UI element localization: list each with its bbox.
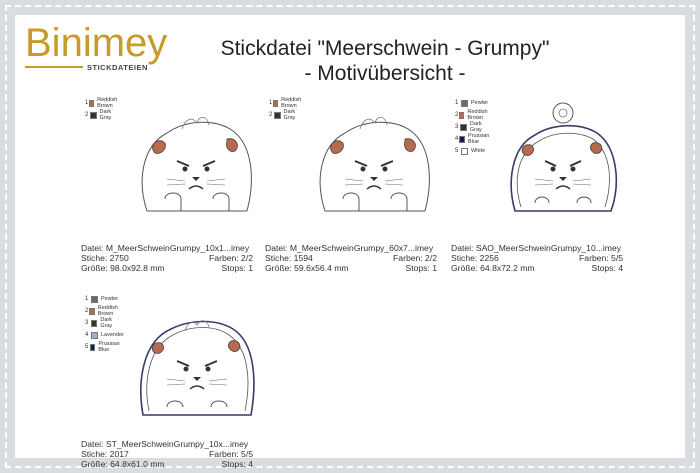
sheet xyxy=(15,15,685,469)
legend-row: 5 Prussian Blue xyxy=(85,341,120,353)
legend-row: 2 Reddish Brown xyxy=(85,305,118,317)
file-info xyxy=(265,243,437,273)
guinea-pig-thumbnail xyxy=(503,99,623,223)
legend-row: 1 Reddish Brown xyxy=(85,97,118,109)
guinea-pig-thumbnail xyxy=(315,111,435,221)
color-legend xyxy=(269,97,305,121)
legend-row: 2 Reddish Brown xyxy=(455,109,488,121)
file-name: Datei: SAO_MeerSchweinGrumpy_10...imey xyxy=(451,243,622,253)
size: Größe: 98.0x92.8 mm xyxy=(81,263,165,273)
color-count: Farben: 5/5 xyxy=(209,449,253,459)
legend-row: 4 Prussian Blue xyxy=(455,133,490,145)
legend-row: 3 Dark Gray xyxy=(85,317,113,329)
stops: Stops: 4 xyxy=(591,263,623,273)
page-title: Stickdatei "Meerschwein - Grumpy" xyxy=(220,37,550,60)
guinea-pig-thumbnail xyxy=(137,311,257,419)
color-count: Farben: 5/5 xyxy=(579,253,623,263)
stops: Stops: 1 xyxy=(405,263,437,273)
legend-row: 1 Pewter xyxy=(455,100,489,106)
legend-row: 2 Dark Gray xyxy=(85,109,112,121)
file-info xyxy=(81,439,253,469)
size: Größe: 59.6x56.4 mm xyxy=(265,263,349,273)
logo-wordmark: Binimey xyxy=(25,21,168,65)
stitch-count: Stiche: 2750 xyxy=(81,253,129,263)
size: Größe: 64.8x72.2 mm xyxy=(451,263,535,273)
legend-row: 5 White xyxy=(455,148,486,154)
legend-row: 1 Reddish Brown xyxy=(269,97,302,109)
logo-subtitle: STICKDATEIEN xyxy=(87,63,148,72)
file-info xyxy=(81,243,253,273)
stitch-count: Stiche: 2256 xyxy=(451,253,499,263)
color-legend xyxy=(455,97,492,157)
color-legend xyxy=(85,293,124,353)
file-name: Datei: M_MeerSchweinGrumpy_60x7...imey xyxy=(265,243,434,253)
stops: Stops: 4 xyxy=(221,459,253,469)
legend-row: 3 Dark Gray xyxy=(455,121,482,133)
logo-underline xyxy=(25,66,83,68)
size: Größe: 64.8x61.0 mm xyxy=(81,459,165,469)
legend-row: 2 Dark Gray xyxy=(269,109,296,121)
stitch-count: Stiche: 1594 xyxy=(265,253,313,263)
legend-row: 1 Pewter xyxy=(85,296,119,302)
color-count: Farben: 2/2 xyxy=(393,253,437,263)
guinea-pig-thumbnail xyxy=(137,111,257,221)
page-subtitle: - Motivübersicht - xyxy=(304,62,466,85)
file-name: Datei: M_MeerSchweinGrumpy_10x1...imey xyxy=(81,243,250,253)
file-name: Datei: ST_MeerSchweinGrumpy_10x...imey xyxy=(81,439,249,449)
file-info xyxy=(451,243,623,273)
color-count: Farben: 2/2 xyxy=(209,253,253,263)
brand-logo xyxy=(25,21,175,76)
color-legend xyxy=(85,97,121,121)
legend-row: 4 Lavender xyxy=(85,332,124,338)
stitch-count: Stiche: 2017 xyxy=(81,449,129,459)
stops: Stops: 1 xyxy=(221,263,253,273)
